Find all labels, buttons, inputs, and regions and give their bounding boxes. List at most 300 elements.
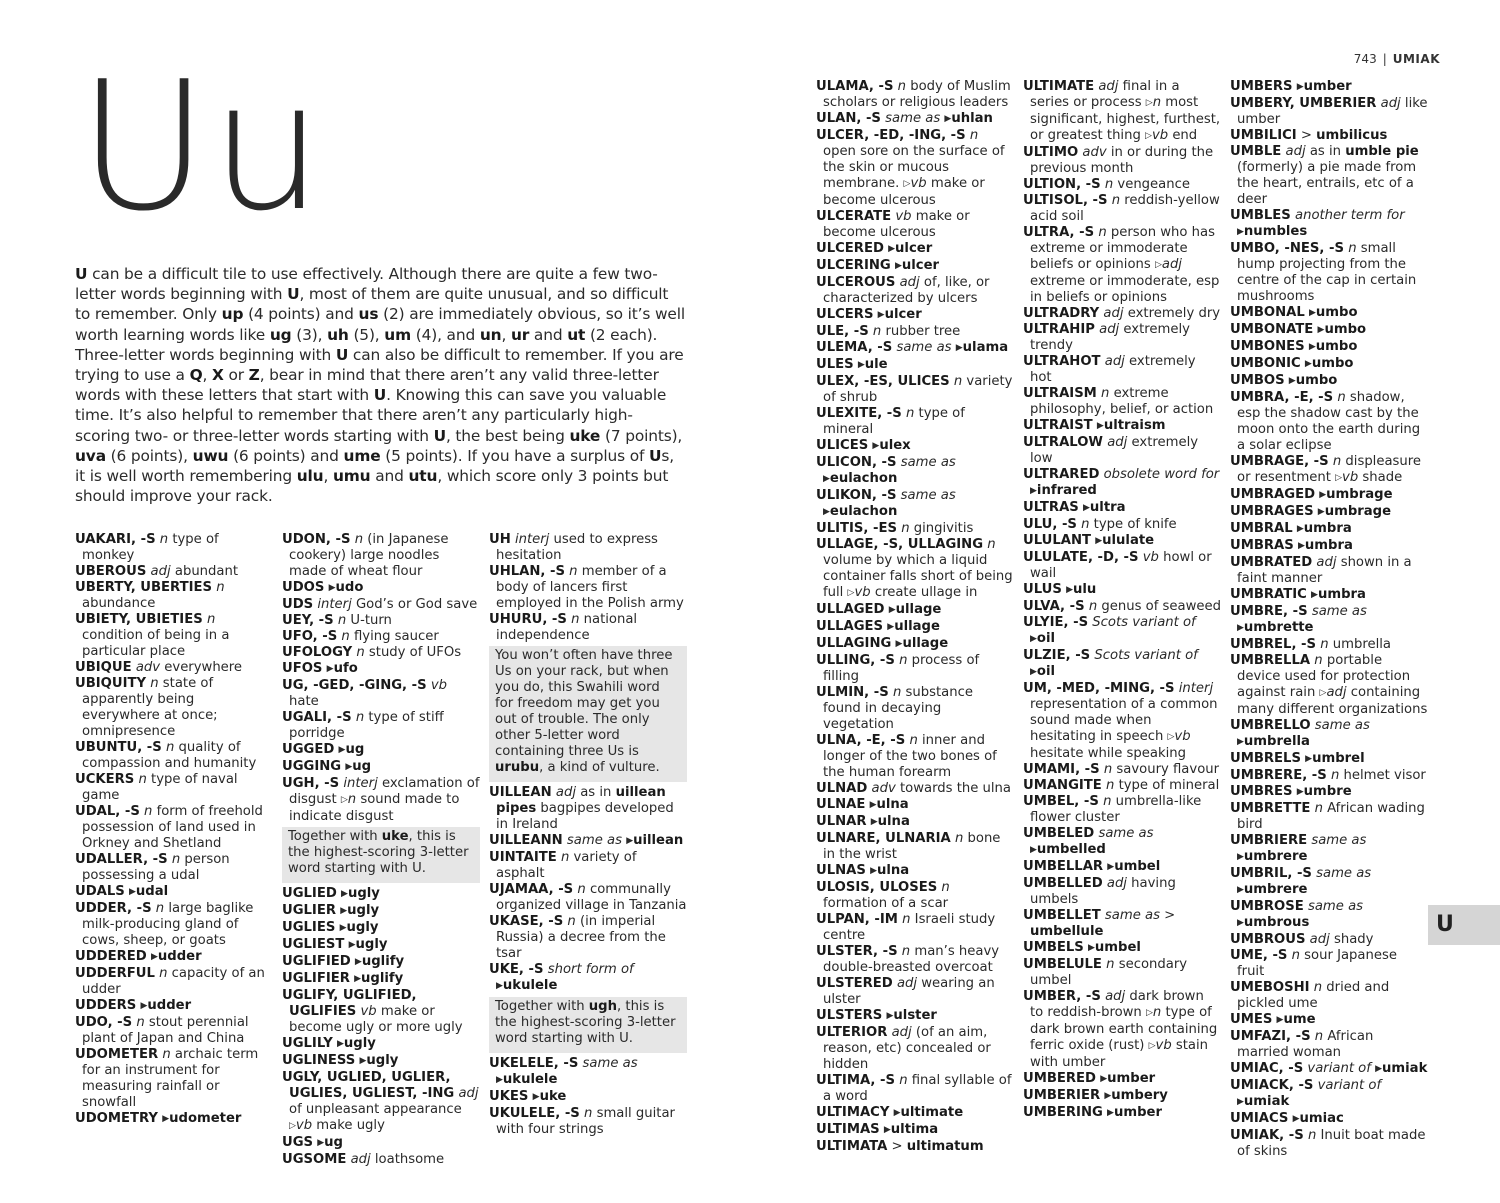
dictionary-entry: UGALI, -S n type of stiff porridge (282, 710, 444, 741)
dictionary-entry: ULCER, -ED, -ING, -S n open sore on the surface of the skin or mucous membrane. ▷vb make or become ulcerous (816, 128, 1005, 208)
bold-text: UMBEL, -S (1023, 794, 1099, 809)
bold-text: ug (324, 1135, 343, 1150)
grammar-label: n (901, 521, 910, 536)
grammar-label: n (1320, 637, 1329, 652)
bold-text: UJAMAA, -S (489, 882, 574, 897)
cross-reference-arrow-icon: ▶ (944, 114, 952, 124)
bold-text: UKE, -S (489, 962, 544, 977)
dictionary-entry: UBIQUITY n state of apparently being everywhere at once; omnipresence (75, 676, 218, 739)
grammar-label: n (987, 537, 996, 552)
bold-text: UFOS (282, 661, 323, 676)
bold-text: UG, -GED, -GING, -S (282, 678, 427, 693)
grammar-label: n (171, 852, 181, 867)
bold-text: umbo (1311, 356, 1354, 371)
bold-text: ULULATE, -D, -S (1023, 550, 1139, 565)
page-header (1354, 52, 1440, 66)
cross-reference-arrow-icon: ▶ (1237, 852, 1244, 862)
grammar-label: n (206, 612, 216, 627)
dictionary-entry: UGLY, UGLIED, UGLIER, UGLIES, UGLIEST, -ING adj of unpleasant appearance ▷vb make ugly (282, 1070, 479, 1133)
dictionary-entry: ULTIMO adv in or during the previous month (1023, 145, 1214, 176)
sense-arrow-icon: ▷ (1319, 688, 1327, 698)
bold-text: uglify (361, 954, 405, 969)
bold-text: udder (147, 998, 192, 1013)
cross-reference-arrow-icon: ▶ (1066, 585, 1073, 595)
dictionary-entry: UDON, -S n (in Japanese cookery) large noodles made of wheat flour (282, 532, 449, 579)
cross-reference-arrow-icon: ▶ (1095, 536, 1103, 546)
bold-text: umbrous (1243, 915, 1310, 930)
cross-reference-arrow-icon: ▶ (339, 923, 347, 933)
bold-text: umbery (1111, 1088, 1168, 1103)
dictionary-entry: UAKARI, -S n type of monkey (75, 532, 219, 563)
bold-text: ufo (333, 661, 358, 676)
grammar-label: n (150, 676, 159, 691)
dictionary-entry: UCKERS n type of naval game (75, 772, 238, 803)
grammar-label: adj (555, 785, 577, 800)
bold-text: UMIAK, -S (1230, 1128, 1304, 1143)
sense-arrow-icon: ▷ (1145, 98, 1153, 108)
bold-text: UGLIED (282, 886, 337, 901)
cross-reference-arrow-icon: ▶ (1319, 490, 1327, 500)
cross-reference-arrow-icon: ▶ (326, 664, 334, 674)
dictionary-entry (816, 1122, 1014, 1139)
bold-text: ulama (962, 340, 1009, 355)
cross-reference-arrow-icon: ▶ (140, 1001, 148, 1011)
dictionary-entry (1023, 582, 1221, 599)
dictionary-entry: UGLIFY, UGLIFIED, UGLIFIES vb make or become ugly or more ugly (282, 988, 463, 1035)
dictionary-entry: ULTERIOR adj (of an aim, reason, etc) concealed or hidden (816, 1025, 991, 1072)
bold-text: umber (1107, 1071, 1156, 1086)
dictionary-entry: UDAL, -S n form of freehold possession of land used in Orkney and Shetland (75, 804, 263, 851)
dictionary-entry: UDDERFUL n capacity of an udder (75, 966, 265, 997)
cross-reference-arrow-icon: ▶ (1296, 524, 1304, 534)
grammar-label: variant of (1307, 1061, 1371, 1076)
dictionary-entry: UMBELULE n secondary umbel (1023, 957, 1188, 988)
intro-text: (6 points) and (228, 446, 344, 465)
cross-reference-arrow-icon: ▶ (496, 981, 503, 991)
cross-reference-arrow-icon: ▶ (340, 906, 348, 916)
bold-text: UINTAITE (489, 850, 557, 865)
cross-reference-arrow-icon: ▶ (1296, 787, 1304, 797)
bold-text: UMBRES (1230, 784, 1293, 799)
intro-text: , (202, 366, 213, 385)
entry-column-6 (1230, 79, 1428, 1160)
grammar-label: adj (1285, 144, 1306, 159)
cross-reference-arrow-icon: ▶ (869, 800, 877, 810)
bold-text: ULTRAS (1023, 500, 1079, 515)
dictionary-entry: UMBERY, UMBERIER adj like umber (1230, 96, 1428, 127)
grammar-label: n (162, 1047, 171, 1062)
cross-reference-arrow-icon: ▶ (128, 887, 136, 897)
bold-text: umbrage (1326, 487, 1393, 502)
dictionary-entry (1230, 866, 1428, 899)
grammar-label: same as (896, 340, 952, 355)
dictionary-entry (816, 636, 1014, 653)
bold-text: ULEMA, -S (816, 340, 893, 355)
dictionary-entry: UGSOME adj loathsome (282, 1152, 445, 1167)
grammar-label: n (144, 804, 153, 819)
dictionary-entry: UDO, -S n stout perennial plant of Japan and China (75, 1015, 249, 1046)
grammar-label: n (905, 406, 915, 421)
bold-text: ULNAE (816, 797, 866, 812)
grammar-label: n (560, 850, 570, 865)
sense-arrow-icon: ▷ (903, 179, 911, 189)
grammar-label: interj (514, 532, 550, 547)
grammar-label: n (577, 882, 586, 897)
grammar-label: n (1106, 957, 1115, 972)
bold-text: ULES (816, 357, 854, 372)
intro-text: (5 points). If you have a surplus of (380, 446, 649, 465)
sense-arrow-icon: ▷ (289, 1121, 296, 1131)
dictionary-entry: ULVA, -S n genus of seaweed (1023, 599, 1222, 614)
intro-bold-word: Q (189, 366, 203, 385)
cross-reference-arrow-icon: ▶ (1311, 590, 1318, 600)
bold-text: ULTRADRY (1023, 306, 1100, 321)
bold-text: UDDERS (75, 998, 137, 1013)
grammar-label: vb (1342, 470, 1359, 485)
intro-text: . Knowing this can save you valuable time. It’s also helpful to remember that there aren’t any particularly high-scoring two- or three-letter words starting with (75, 386, 667, 445)
bold-text: UMBELED (1023, 826, 1095, 841)
cross-reference-arrow-icon: ▶ (348, 940, 356, 950)
bold-text: ug (352, 759, 372, 774)
grammar-label: adj (899, 275, 920, 290)
dictionary-entry (282, 903, 480, 920)
cross-reference-arrow-icon: ▶ (532, 1092, 540, 1102)
bold-text: ULCEROUS (816, 275, 896, 290)
bold-text: ULNA, -E, -S (816, 733, 906, 748)
bold-text: ululate (1102, 533, 1155, 548)
bold-text: ULMIN, -S (816, 685, 889, 700)
cross-reference-arrow-icon: ▶ (496, 1075, 503, 1085)
dictionary-entry: UMAMI, -S n savoury flavour (1023, 762, 1220, 777)
cross-reference-arrow-icon: ▶ (150, 952, 158, 962)
bold-text: uillean pipes (496, 785, 666, 816)
bold-text: UMBERS (1230, 79, 1293, 94)
bold-text: UMEBOSHI (1230, 980, 1310, 995)
bold-text: UHURU, -S (489, 612, 567, 627)
grammar-label: n (347, 792, 357, 807)
bold-text: UMBONAL (1230, 305, 1305, 320)
intro-text: (2) are immediately obvious, so it’s well worth learning words like (75, 305, 686, 344)
cross-reference-arrow-icon: ▶ (857, 360, 865, 370)
bold-text: umbel (1094, 940, 1141, 955)
cross-reference-arrow-icon: ▶ (1237, 623, 1244, 633)
bold-text: UMBONATE (1230, 322, 1314, 337)
bold-text: numbles (1243, 224, 1308, 239)
bold-text: ULAN, -S (816, 111, 881, 126)
grammar-label: n (1106, 778, 1115, 793)
bold-text: UCKERS (75, 772, 135, 787)
bold-text: UGLINESS (282, 1053, 356, 1068)
grammar-label: n (1314, 801, 1323, 816)
bold-text: umbre (1303, 784, 1352, 799)
dictionary-entry: UFO, -S n flying saucer (282, 629, 439, 644)
intro-text: (6 points), (105, 446, 193, 465)
bold-text: UMBERED (1023, 1071, 1097, 1086)
grammar-label: n (1111, 193, 1121, 208)
bold-text: UGS (282, 1135, 314, 1150)
bold-text: eulachon (829, 471, 898, 486)
bold-text: UMBELLED (1023, 876, 1103, 891)
bold-text: ULEX, -ES, ULICES (816, 374, 950, 389)
bold-text: oil (1036, 631, 1056, 646)
grammar-label: same as (1311, 604, 1367, 619)
dictionary-entry: UM, -MED, -MING, -S interj representation of a common sound made when hesitating in speech ▷vb hesitate while speaking (1023, 681, 1218, 761)
dictionary-entry: UMBROUS adj shady (1230, 932, 1374, 947)
bold-text: ULVA, -S (1023, 599, 1085, 614)
dictionary-entry (1230, 1111, 1428, 1128)
bold-text: UMBRA, -E, -S (1230, 390, 1334, 405)
grammar-label: adj (1309, 932, 1330, 947)
thumb-index-tab[interactable]: U (1428, 905, 1500, 945)
dictionary-entry: ULTRADRY adj extremely dry (1023, 306, 1221, 321)
dictionary-entry (1230, 604, 1428, 637)
bold-text: ULLING, -S (816, 653, 895, 668)
dictionary-entry: ULCEROUS adj of, like, or characterized by ulcers (816, 275, 990, 306)
bold-text: umbrette (1243, 620, 1314, 635)
bold-text: ugly (366, 1053, 399, 1068)
dictionary-entry (816, 357, 1014, 374)
grammar-label: adj (1326, 685, 1347, 700)
cross-reference-arrow-icon: ▶ (328, 583, 336, 593)
dictionary-entry: UBUNTU, -S n quality of compassion and humanity (75, 740, 257, 771)
dictionary-entry (1023, 826, 1221, 859)
cross-reference-arrow-icon: ▶ (1308, 308, 1316, 318)
cross-reference-arrow-icon: ▶ (1104, 1091, 1112, 1101)
grammar-label: n (1152, 1005, 1162, 1020)
grammar-label: vb (360, 1004, 377, 1019)
bold-text: ULTIMATA (816, 1139, 888, 1154)
bold-text: ULCERING (816, 258, 891, 273)
bold-text: umber (1113, 1105, 1162, 1120)
grammar-label: n (567, 914, 576, 929)
dictionary-entry (1023, 418, 1221, 435)
grammar-label: adj (1380, 96, 1401, 111)
grammar-label: adj (1106, 876, 1127, 891)
bold-text: ULU, -S (1023, 517, 1077, 532)
bold-text: UBUNTU, -S (75, 740, 162, 755)
bold-text: uke (539, 1089, 567, 1104)
grammar-label: adj (1161, 257, 1182, 272)
bold-text: UMAMI, -S (1023, 762, 1100, 777)
bold-text: UMBROUS (1230, 932, 1306, 947)
grammar-label: n (1103, 762, 1113, 777)
bold-text: ulcer (884, 307, 922, 322)
grammar-label: adj (1104, 354, 1125, 369)
grammar-label: vb (1155, 1038, 1172, 1053)
sense-arrow-icon: ▷ (847, 588, 855, 598)
dictionary-entry (282, 1036, 480, 1053)
dictionary-entry (816, 602, 1014, 619)
dictionary-entry: ULNARE, ULNARIA n bone in the wrist (816, 831, 1001, 862)
grammar-label: same as (900, 455, 956, 470)
grammar-label: same as (566, 833, 622, 848)
bold-text: UMBRAGE, -S (1230, 454, 1329, 469)
dictionary-entry (816, 340, 1014, 357)
bold-text: udal (135, 884, 169, 899)
bold-text: UMBELLAR (1023, 859, 1104, 874)
bold-text: ULNAR (816, 814, 867, 829)
bold-text: UMBROSE (1230, 899, 1304, 914)
dictionary-entry: ULTRAHIP adj extremely trendy (1023, 322, 1190, 353)
dictionary-entry: UGH, -S interj exclamation of disgust ▷n sound made to indicate disgust (282, 776, 480, 824)
bold-text: UMBILICI (1230, 128, 1297, 143)
bold-text: oil (1036, 664, 1056, 679)
cross-reference-arrow-icon: ▶ (870, 817, 878, 827)
bold-text: ule (864, 357, 888, 372)
bold-text: umble pie (1345, 144, 1419, 159)
intro-bold-word: up (221, 305, 244, 324)
intro-bold-word: U (75, 265, 88, 283)
bold-text: UGSOME (282, 1152, 347, 1167)
bold-text: ulna (876, 863, 910, 878)
bold-text: UBIQUITY (75, 676, 147, 691)
bold-text: umiac (1299, 1111, 1344, 1126)
bold-text: udometer (169, 1111, 242, 1126)
bold-text: UDALS (75, 884, 125, 899)
grammar-label: n (1314, 1029, 1324, 1044)
dictionary-entry: ULTISOL, -S n reddish-yellow acid soil (1023, 193, 1220, 224)
bold-text: UME, -S (1230, 948, 1288, 963)
grammar-label: n (1101, 386, 1110, 401)
grammar-label: adj (458, 1086, 479, 1101)
bold-text: UMBRELLA (1230, 653, 1311, 668)
grammar-label: n (1332, 454, 1342, 469)
bold-text: ULTERIOR (816, 1025, 888, 1040)
dictionary-entry: ULLING, -S n process of filling (816, 653, 980, 684)
bold-text: UDO, -S (75, 1015, 133, 1030)
cross-reference-arrow-icon: ▶ (887, 622, 895, 632)
bold-text: umbelled (1036, 842, 1106, 857)
section-letter: Uu (78, 43, 326, 250)
grammar-label: n (954, 831, 964, 846)
bold-text: umbo (1315, 305, 1358, 320)
intro-text: and (370, 467, 409, 486)
dictionary-entry (1023, 940, 1221, 957)
grammar-label: n (1307, 1128, 1317, 1143)
bold-text: ulster (893, 1008, 937, 1023)
grammar-label: vb (1142, 550, 1159, 565)
dictionary-entry (489, 1089, 687, 1106)
bold-text: UDDERFUL (75, 966, 155, 981)
bold-text: UMBRAGED (1230, 487, 1316, 502)
page-number: 743 (1353, 52, 1377, 66)
grammar-label: same as (582, 1056, 638, 1071)
grammar-label: adv (871, 781, 896, 796)
sense-arrow-icon: ▷ (1154, 260, 1162, 270)
bold-text: ULLAGES (816, 619, 884, 634)
dictionary-entry (1230, 1061, 1428, 1078)
bold-text: UGLILY (282, 1036, 333, 1051)
dictionary-entry: ULPAN, -IM n Israeli study centre (816, 912, 996, 943)
grammar-label: n (159, 966, 168, 981)
dictionary-entry: UDALLER, -S n person possessing a udal (75, 852, 230, 883)
grammar-label: n (872, 324, 882, 339)
bold-text: ULTISOL, -S (1023, 193, 1108, 208)
grammar-label: n (1314, 653, 1323, 668)
grammar-label: n (337, 613, 347, 628)
bold-text: UH (489, 532, 511, 547)
dictionary-entry (816, 619, 1014, 636)
bold-text: ULICES (816, 438, 869, 453)
bold-text: ultraism (1103, 418, 1166, 433)
cross-reference-arrow-icon: ▶ (870, 866, 877, 876)
bold-text: UGLY, UGLIED, UGLIER, UGLIES, UGLIEST, -ING (282, 1070, 455, 1101)
cross-reference-arrow-icon: ▶ (1308, 342, 1316, 352)
grammar-label: vb (895, 209, 912, 224)
grammar-label: Scots variant of (1092, 615, 1196, 630)
grammar-label: adj (1105, 989, 1126, 1004)
grammar-label: adj (1098, 79, 1119, 94)
bold-text: UDAL, -S (75, 804, 140, 819)
cross-reference-arrow-icon: ▶ (823, 474, 830, 484)
bold-text: UBIQUE (75, 660, 132, 675)
cross-reference-arrow-icon: ▶ (345, 762, 353, 772)
bold-text: ULTRALOW (1023, 435, 1103, 450)
bold-text: UMIACK, -S (1230, 1078, 1314, 1093)
cross-reference-arrow-icon: ▶ (888, 605, 896, 615)
cross-reference-arrow-icon: ▶ (1296, 82, 1304, 92)
bold-text: ultra (1089, 500, 1126, 515)
grammar-label: n (138, 772, 147, 787)
dictionary-entry (75, 884, 273, 901)
intro-text: , (323, 467, 333, 486)
dictionary-entry (1230, 538, 1428, 555)
dictionary-entry (282, 920, 480, 937)
cross-reference-arrow-icon: ▶ (1304, 359, 1312, 369)
bold-text: uke (381, 829, 409, 844)
dictionary-entry (1023, 533, 1221, 550)
grammar-label: short form of (547, 962, 634, 977)
dictionary-entry (75, 949, 273, 966)
bold-text: umbrel (1312, 751, 1365, 766)
dictionary-entry: UHURU, -S n national independence (489, 612, 638, 643)
bold-text: ukulele (502, 978, 558, 993)
bold-text: UFOLOGY (282, 645, 353, 660)
grammar-label: Scots variant of (1094, 648, 1198, 663)
bold-text: UDDERED (75, 949, 147, 964)
grammar-label: n (159, 532, 169, 547)
cross-reference-arrow-icon: ▶ (317, 1138, 325, 1148)
bold-text: umiak (1382, 1061, 1428, 1076)
bold-text: UKASE, -S (489, 914, 564, 929)
sense-arrow-icon: ▷ (1148, 1041, 1156, 1051)
bold-text: umbo (1295, 373, 1338, 388)
grammar-label: n (969, 128, 979, 143)
dictionary-entry (816, 863, 1014, 880)
bold-text: ULPAN, -IM (816, 912, 898, 927)
grammar-label: adj (1103, 306, 1124, 321)
dictionary-entry (1023, 1088, 1221, 1105)
grammar-label: adv (1082, 145, 1107, 160)
dictionary-entry: ULAMA, -S n body of Muslim scholars or religious leaders (816, 79, 1011, 110)
entry-column-4 (816, 79, 1014, 1155)
cross-reference-arrow-icon: ▶ (1305, 754, 1313, 764)
intro-bold-word: ug (269, 325, 292, 344)
dictionary-entry (1023, 859, 1221, 876)
bold-text: ultima (890, 1122, 939, 1137)
grammar-label: adj (1099, 322, 1120, 337)
bold-text: ULNAS (816, 863, 866, 878)
grammar-label: n (892, 685, 902, 700)
grammar-label: adj (1316, 555, 1337, 570)
dictionary-entry: UMBELLED adj having umbels (1023, 876, 1176, 907)
bold-text: umber (1303, 79, 1352, 94)
cross-reference-arrow-icon: ▶ (955, 343, 963, 353)
dictionary-entry: ULTRALOW adj extremely low (1023, 435, 1199, 466)
dictionary-entry (816, 1105, 1014, 1122)
dictionary-entry (1230, 1078, 1428, 1111)
bold-text: uglify (361, 971, 404, 986)
